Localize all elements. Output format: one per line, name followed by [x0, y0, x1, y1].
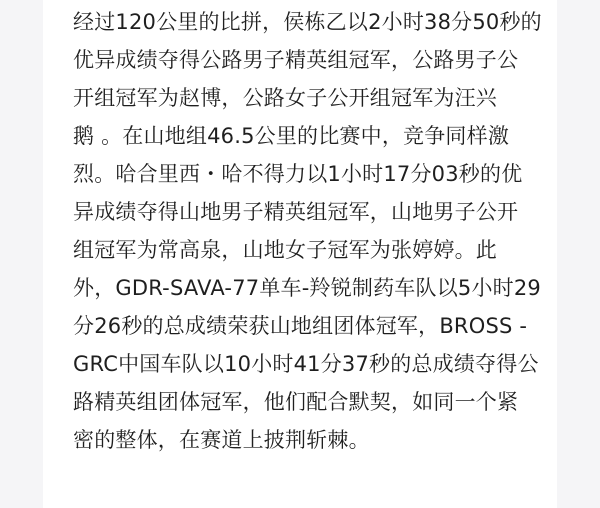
- article-line-12: 密的整体，在赛道上披荆斩棘。: [73, 428, 370, 452]
- article-line-11: 路精英组团体冠军，他们配合默契，如同一个紧: [73, 390, 519, 414]
- article-line-9: 分26秒的总成绩荣获山地组团体冠军，BROSS -: [73, 314, 528, 338]
- article-line-6: 异成绩夺得山地男子精英组冠军，山地男子公开: [73, 200, 519, 224]
- article-line-1: 经过120公里的比拼，侯栋乙以2小时38分50秒的: [73, 10, 542, 34]
- article-line-5: 烈。哈合里西・哈不得力以1小时17分03秒的优: [73, 162, 523, 186]
- article-line-7: 组冠军为常高泉，山地女子冠军为张婷婷。此: [73, 238, 497, 262]
- article-body: [73, 3, 557, 459]
- article-line-3: 开组冠军为赵博，公路女子公开组冠军为汪兴: [73, 86, 497, 110]
- article-line-10: GRC中国车队以10小时41分37秒的总成绩夺得公: [73, 352, 539, 376]
- article-line-8: 外，GDR-SAVA-77单车-羚锐制药车队以5小时29: [73, 276, 541, 300]
- article-line-4: 鹅 。在山地组46.5公里的比赛中，竞争同样激: [73, 124, 510, 148]
- article-line-2: 优异成绩夺得公路男子精英组冠军，公路男子公: [73, 48, 519, 72]
- article-card: [43, 0, 557, 508]
